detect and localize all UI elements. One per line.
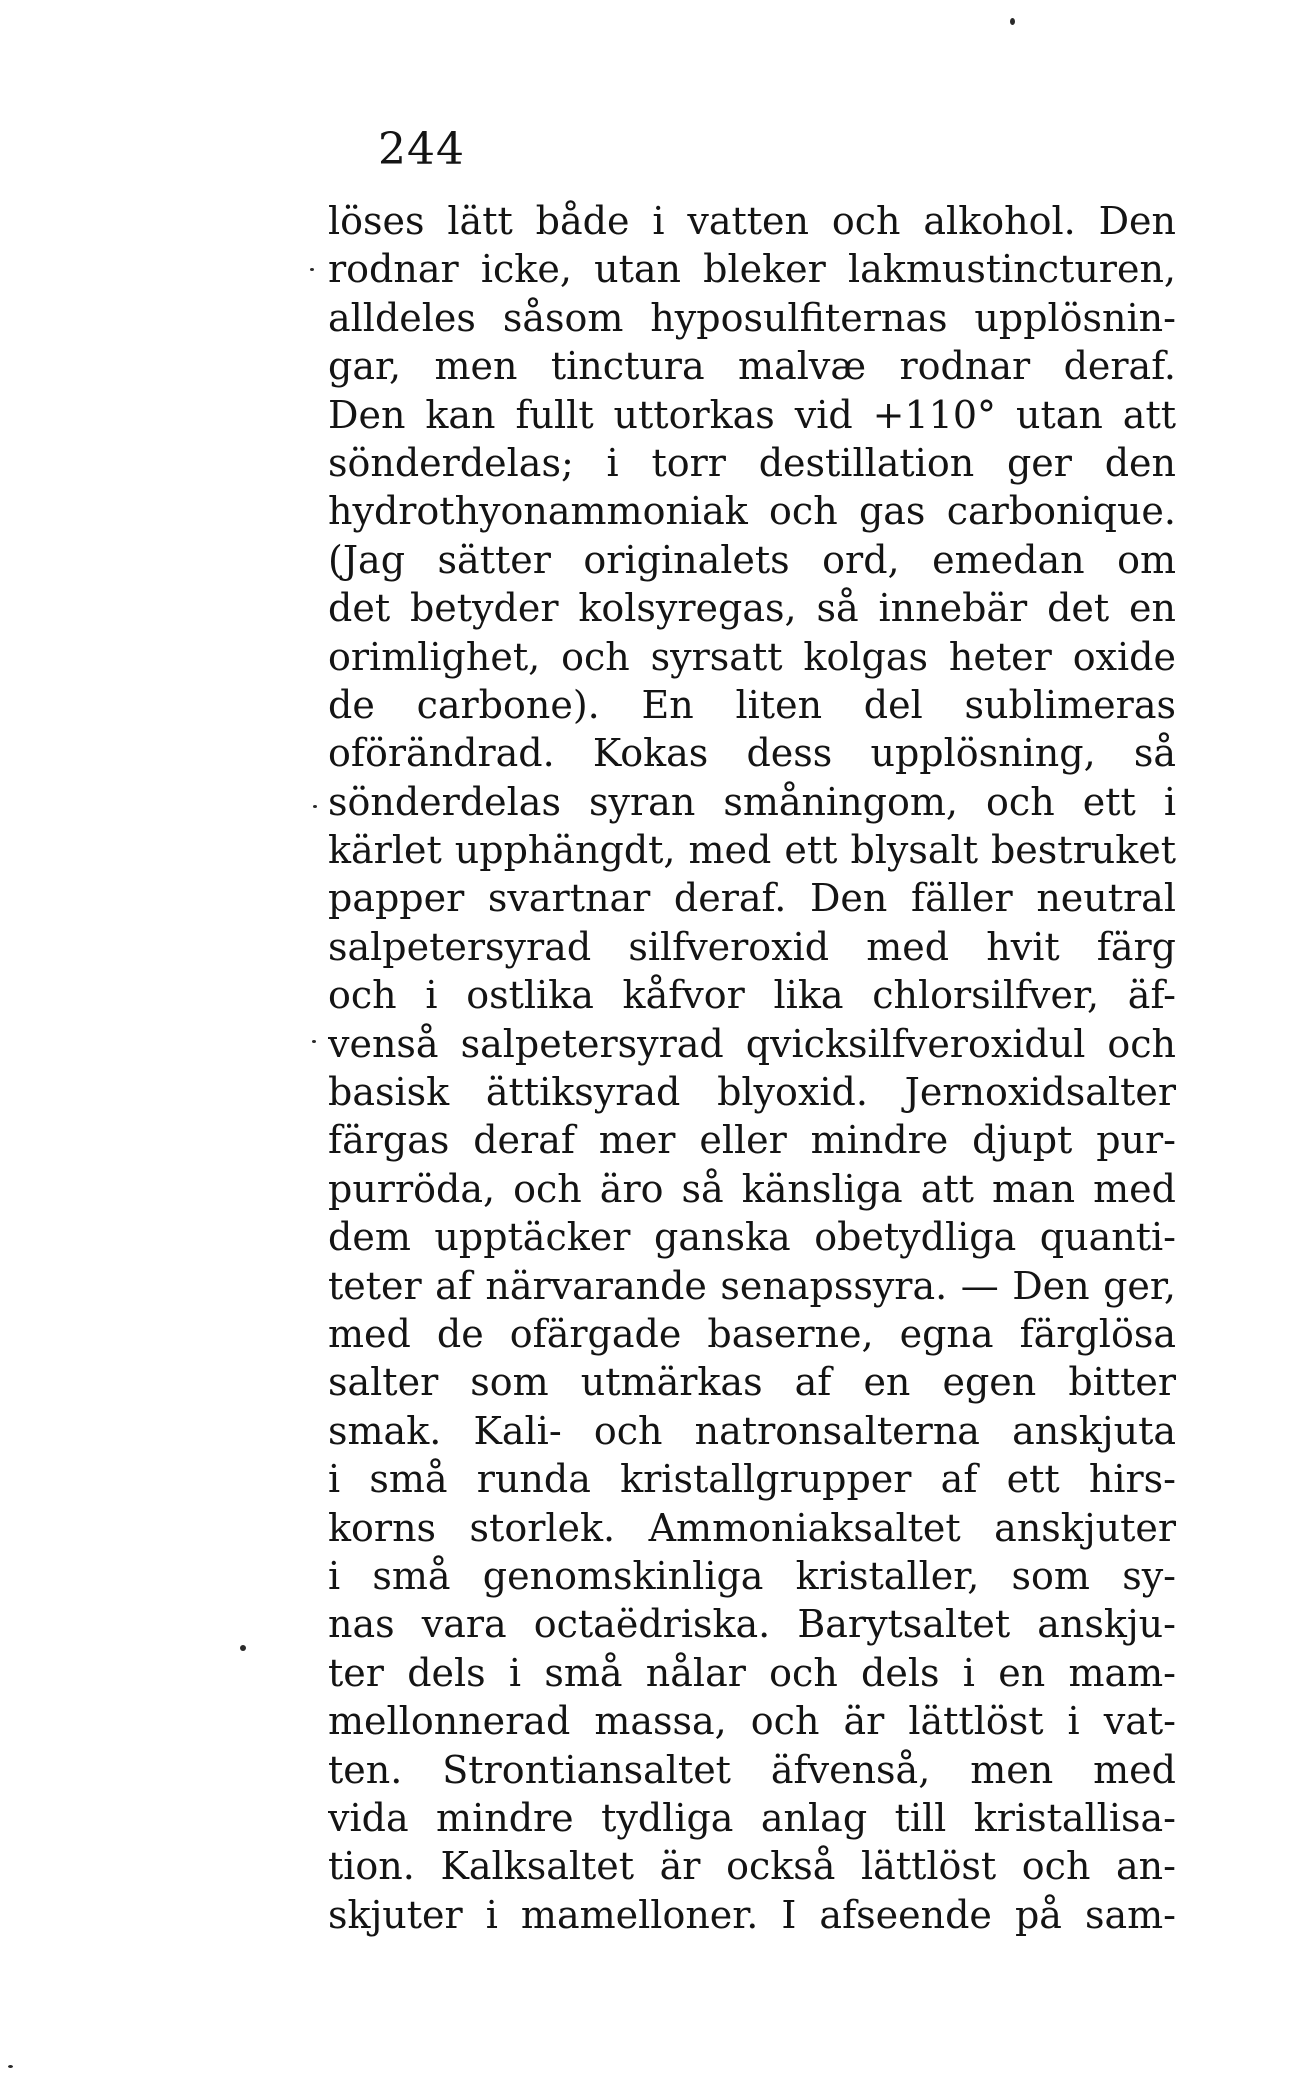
text-line: i små genomskinliga kristaller, som sy- xyxy=(328,1553,1176,1598)
text-line: skjuter i mamelloner. I afseende på sam- xyxy=(328,1892,1176,1937)
text-line: med de ofärgade baserne, egna färglösa xyxy=(328,1311,1176,1356)
text-line: oförändrad. Kokas dess upplösning, så xyxy=(328,731,1176,776)
scan-speck xyxy=(310,268,314,271)
text-line: nas vara octaëdriska. Barytsaltet anskju- xyxy=(328,1602,1176,1647)
text-line: ter dels i små nålar och dels i en mam- xyxy=(328,1650,1176,1695)
text-line: purröda, och äro så känsliga att man med xyxy=(328,1166,1176,1211)
text-line: mellonnerad massa, och är lättlöst i vat- xyxy=(328,1699,1176,1744)
text-line: salter som utmärkas af en egen bitter xyxy=(328,1360,1176,1405)
text-line: gar, men tinctura malvæ rodnar deraf. xyxy=(328,344,1176,389)
text-line: löses lätt både i vatten och alkohol. Den xyxy=(328,199,1176,243)
text-line: (Jag sätter originalets ord, emedan om xyxy=(328,537,1176,582)
scan-speck xyxy=(1010,18,1015,25)
text-line: venså salpetersyrad qvicksilfveroxidul och xyxy=(328,1021,1176,1066)
text-line: sönderdelas syran småningom, och ett i xyxy=(328,779,1176,824)
text-line: kärlet upphängdt, med ett blysalt bestruket xyxy=(328,828,1176,873)
text-line: de carbone). En liten del sublimeras xyxy=(328,682,1176,727)
text-line: alldeles såsom hyposulfiternas upplösnin- xyxy=(328,295,1176,340)
text-line: orimlighet, och syrsatt kolgas heter oxide xyxy=(328,634,1176,679)
text-line: ten. Strontiansaltet äfvenså, men med xyxy=(328,1747,1176,1792)
text-line: det betyder kolsyregas, så innebär det en xyxy=(328,586,1176,631)
text-line: rodnar icke, utan bleker lakmustincturen, xyxy=(328,247,1176,292)
text-line: tion. Kalksaltet är också lättlöst och an- xyxy=(328,1844,1176,1889)
text-line: salpetersyrad silfveroxid med hvit färg xyxy=(328,924,1176,969)
scan-speck xyxy=(312,1040,316,1043)
text-line: och i ostlika kåfvor lika chlorsilfver, äf- xyxy=(328,973,1176,1018)
text-line: vida mindre tydliga anlag till kristallisa- xyxy=(328,1795,1176,1840)
text-line: Den kan fullt uttorkas vid +110° utan att xyxy=(328,392,1176,437)
text-line: korns storlek. Ammoniaksaltet anskjuter xyxy=(328,1505,1176,1550)
text-line: hydrothyonammoniak och gas carbonique. xyxy=(328,489,1176,534)
text-line: basisk ättiksyrad blyoxid. Jernoxidsalter xyxy=(328,1070,1176,1115)
text-line: färgas deraf mer eller mindre djupt pur- xyxy=(328,1118,1176,1163)
text-line: smak. Kali- och natronsalterna anskjuta xyxy=(328,1408,1176,1453)
text-line: teter af närvarande senapssyra. — Den ger, xyxy=(328,1263,1176,1308)
scan-speck xyxy=(240,1645,246,1651)
scan-speck xyxy=(313,805,317,808)
page-number: 244 xyxy=(378,124,465,175)
scan-speck xyxy=(8,2065,13,2068)
body-text xyxy=(328,197,1176,1939)
text-line: papper svartnar deraf. Den fäller neutral xyxy=(328,876,1176,921)
text-line: sönderdelas; i torr destillation ger den xyxy=(328,440,1176,485)
text-line: dem upptäcker ganska obetydliga quanti- xyxy=(328,1215,1176,1260)
text-line: i små runda kristallgrupper af ett hirs- xyxy=(328,1457,1176,1502)
